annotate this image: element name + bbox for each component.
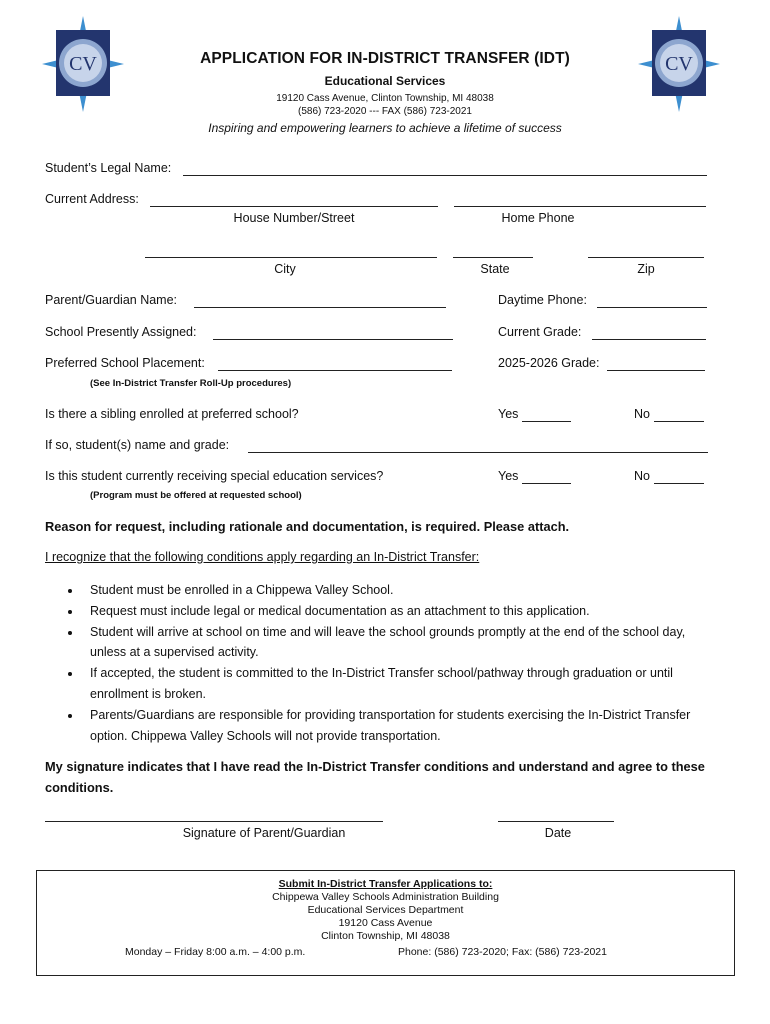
date-caption: Date <box>544 826 572 840</box>
city-field[interactable] <box>145 257 437 258</box>
street-field[interactable] <box>150 206 438 207</box>
zip-caption: Zip <box>637 262 655 276</box>
date-field[interactable] <box>498 821 614 822</box>
header-address: 19120 Cass Avenue, Clinton Township, MI 48038 <box>276 93 494 104</box>
current-grade-label: Current Grade: <box>498 325 582 339</box>
parent-name-field[interactable] <box>194 307 446 308</box>
submit-heading: Submit In-District Transfer Applications to: <box>278 878 493 890</box>
sibling-no-label: No <box>634 407 650 421</box>
grade-2025-label: 2025-2026 Grade: <box>498 356 600 370</box>
city-caption: City <box>274 262 296 276</box>
sibling-yes-field[interactable] <box>522 421 571 422</box>
grade-2025-field[interactable] <box>607 370 705 371</box>
special-ed-yes-field[interactable] <box>522 483 571 484</box>
signature-field[interactable] <box>45 821 383 822</box>
rollup-note: (See In-District Transfer Roll-Up procedures) <box>90 378 292 389</box>
student-name-label: Student’s Legal Name: <box>45 161 172 175</box>
department-name: Educational Services <box>324 74 446 88</box>
special-ed-yes-label: Yes <box>498 469 519 483</box>
current-grade-field[interactable] <box>592 339 706 340</box>
motto: Inspiring and empowering learners to achieve a lifetime of success <box>208 121 562 135</box>
sibling-names-label: If so, student(s) name and grade: <box>45 438 230 452</box>
sibling-names-field[interactable] <box>248 452 708 453</box>
preferred-school-label: Preferred School Placement: <box>45 356 205 370</box>
condition-item: • Student must be enrolled in a Chippewa Valley School. <box>82 580 722 601</box>
right-logo-text: CV <box>665 53 693 75</box>
special-ed-no-field[interactable] <box>654 483 704 484</box>
signature-caption: Signature of Parent/Guardian <box>182 826 346 840</box>
parent-name-label: Parent/Guardian Name: <box>45 293 178 307</box>
submit-info-box <box>36 870 735 976</box>
preferred-school-field[interactable] <box>218 370 452 371</box>
home-phone-caption: Home Phone <box>501 211 575 225</box>
right-logo <box>638 16 720 112</box>
special-ed-question: Is this student currently receiving special education services? <box>45 469 384 483</box>
special-ed-no-label: No <box>634 469 650 483</box>
reason-statement: Reason for request, including rationale and documentation, is required. Please attach. <box>45 519 570 534</box>
submit-department: Educational Services Department <box>307 904 464 916</box>
condition-item: • Parents/Guardians are responsible for providing transportation for students exercising the In-District Transfer option. Chippewa Valley Schools will not provide transportation. <box>82 705 722 747</box>
submit-building: Chippewa Valley Schools Administration Building <box>272 891 499 903</box>
form-header <box>130 50 640 135</box>
school-assigned-label: School Presently Assigned: <box>45 325 197 339</box>
submit-street: 19120 Cass Avenue <box>338 917 433 929</box>
condition-item: • Student will arrive at school on time and will leave the school grounds promptly at the end of the school day, unless at a supervised activity. <box>82 622 722 664</box>
state-caption: State <box>480 262 510 276</box>
student-name-field[interactable] <box>183 175 707 176</box>
sibling-yes-label: Yes <box>498 407 519 421</box>
street-caption: House Number/Street <box>233 211 355 225</box>
header-phone-fax: (586) 723-2020 --- FAX (586) 723-2021 <box>298 106 472 117</box>
school-assigned-field[interactable] <box>213 339 453 340</box>
condition-item: • If accepted, the student is committed to the In-District Transfer school/pathway through graduation or until enrollment is broken. <box>82 663 722 705</box>
sibling-no-field[interactable] <box>654 421 704 422</box>
form-title: APPLICATION FOR IN-DISTRICT TRANSFER (IDT) <box>200 50 570 67</box>
home-phone-field[interactable] <box>454 206 706 207</box>
program-note: (Program must be offered at requested school) <box>90 490 302 501</box>
conditions-list <box>62 580 722 746</box>
left-logo <box>42 16 124 112</box>
signature-statement: My signature indicates that I have read the In-District Transfer conditions and understand and agree to these conditions. <box>45 759 705 795</box>
submit-city: Clinton Township, MI 48038 <box>321 930 450 942</box>
submit-phone: Phone: (586) 723-2020; Fax: (586) 723-2021 <box>398 946 607 958</box>
condition-item: • Request must include legal or medical documentation as an attachment to this application. <box>82 601 722 622</box>
sibling-question: Is there a sibling enrolled at preferred school? <box>45 407 299 421</box>
daytime-phone-field[interactable] <box>597 307 707 308</box>
zip-field[interactable] <box>588 257 704 258</box>
daytime-phone-label: Daytime Phone: <box>498 293 587 307</box>
state-field[interactable] <box>453 257 533 258</box>
submit-hours: Monday – Friday 8:00 a.m. – 4:00 p.m. <box>125 946 306 958</box>
conditions-heading: I recognize that the following conditions apply regarding an In-District Transfer: <box>45 550 480 564</box>
conditions-list-wrapper <box>62 580 722 746</box>
left-logo-text: CV <box>69 53 97 75</box>
current-address-label: Current Address: <box>45 192 139 206</box>
